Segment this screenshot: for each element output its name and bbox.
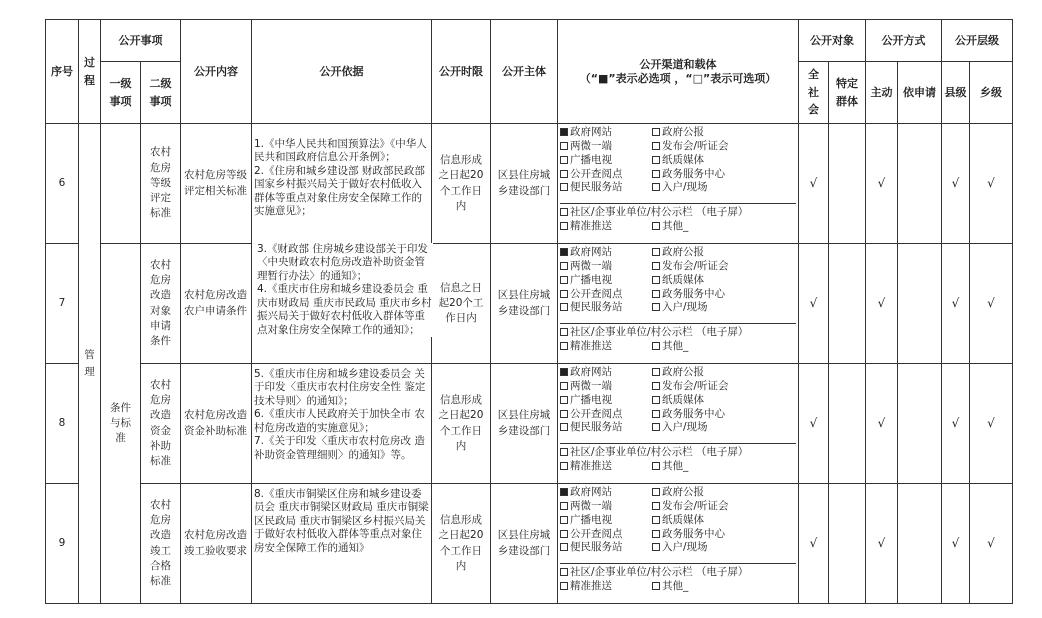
method-active-cell: √ [866,244,898,364]
basis-cell: 8.《重庆市铜梁区住房和城乡建设委员会 重庆市铜梁区财政局 重庆市铜梁区民政局 重庆市铜梁区乡村振兴局关于做好农村低收入群体等重点对象住房安全保障工作的通知》 [252,484,432,604]
header-time: 公开时限 [432,20,491,124]
header-target: 公开对象 [799,20,866,62]
header-basis: 公开依据 [252,20,432,124]
seq-cell: 7 [46,244,79,364]
method-apply-cell [898,364,942,484]
header-target-all: 全社会 [799,62,829,124]
header-channel [558,20,799,124]
header-process: 过程 [79,20,101,124]
subject-cell: 区县住房城乡建设部门 [491,124,558,244]
level2-cell: 农村危房改造对象申请条件 [141,244,181,364]
checkbox-empty-icon [652,128,660,136]
channel-title: 公开渠道和载体 [639,57,717,71]
time-cell: 信息形成之日起20个工作日内 [432,484,491,604]
header-subject: 公开主体 [491,20,558,124]
subject-cell: 区县住房城乡建设部门 [491,484,558,604]
target-all-cell: √ [799,364,829,484]
basis-cell: 5.《重庆市住房和城乡建设委员会 关于印发〈重庆市农村住房安全性 鉴定技术导则〉的通知》； 6.《重庆市人民政府关于加快全市 农村危房改造的实施意见》； 7.《关于印发〈重庆市农村危房改 造补助资金管理细则〉的通知》等。 [252,364,432,484]
table-row [46,484,1013,604]
header-level-county: 县级 [942,62,970,124]
basis-part2: 3.《财政部 住房城乡建设部关于印发〈中央财政农村危房改造补助资金管理暂行办法〉的通知》； 4.《重庆市住房和城乡建设委员会 重庆市财政局 重庆市民政局 重庆市乡村振兴局关于做好农村低收入群体等重点对象住房安全保障工作的通知》； [257,243,432,336]
time-cell: 信息形成之日起20个工作日内 [432,364,491,484]
method-active-cell: √ [866,484,898,604]
level1-cell [101,124,141,244]
method-apply-cell [898,124,942,244]
level2-cell: 农村危房改造资金补助标准 [141,364,181,484]
channel-cell: 政府网站 政府公报 两微一端 发布会/听证会 广播电视 纸质媒体 公开查阅点 政务服务中心 便民服务站 入户/现场 社区/企事业单位/村公示栏 （电子屏） 精准推送 其他_ [558,244,799,364]
seq-cell: 9 [46,484,79,604]
level-township-cell: √ [970,364,1013,484]
header-content: 公开内容 [181,20,252,124]
header-target-specific: 特定群体 [829,62,866,124]
seq-cell: 6 [46,124,79,244]
seq-cell: 8 [46,364,79,484]
target-specific-cell [829,484,866,604]
channel-note: （“■”表示必选项 ，“□”表示可选项） [579,71,777,85]
disclosure-table [45,19,1013,604]
method-active-cell: √ [866,364,898,484]
level-county-cell: √ [942,364,970,484]
method-apply-cell [898,484,942,604]
level2-cell: 农村危房改造竣工合格标准 [141,484,181,604]
process-cell: 管理 [79,124,101,604]
level-county-cell: √ [942,244,970,364]
channel-cell: 政府网站 政府公报 两微一端 发布会/听证会 广播电视 纸质媒体 公开查阅点 政务服务中心 便民服务站 入户/现场 社区/企事业单位/村公示栏 （电子屏） 精准推送 其他_ [558,484,799,604]
target-specific-cell [829,244,866,364]
level-county-cell: √ [942,484,970,604]
level-township-cell: √ [970,124,1013,244]
method-active-cell: √ [866,124,898,244]
content-cell: 农村危房改造资金补助标准 [181,364,252,484]
level1-cell: 条件与标准 [101,244,141,604]
level-county-cell: √ [942,124,970,244]
header-level-township: 乡级 [970,62,1013,124]
header-method: 公开方式 [866,20,942,62]
header-public-item: 公开事项 [101,20,181,62]
table-row [46,124,1013,244]
target-specific-cell [829,124,866,244]
channel-cell: 政府网站 政府公报 两微一端 发布会/听证会 广播电视 纸质媒体 公开查阅点 政务服务中心 便民服务站 入户/现场 社区/企事业单位/村公示栏 （电子屏） 精准推送 其他_ [558,124,799,244]
header-method-active: 主动 [866,62,898,124]
target-all-cell: √ [799,244,829,364]
table-row [46,364,1013,484]
target-specific-cell [829,364,866,484]
content-cell: 农村危房改造竣工验收要求 [181,484,252,604]
content-cell: 农村危房等级评定相关标准 [181,124,252,244]
level-township-cell: √ [970,244,1013,364]
subject-cell: 区县住房城乡建设部门 [491,244,558,364]
content-cell: 农村危房改造农户申请条件 [181,244,252,364]
checkbox-filled-icon [560,128,568,136]
header-level1: 一级事项 [101,62,141,124]
time-cell: 信息之日起20个工作日内 [432,244,491,364]
header-level2: 二级事项 [141,62,181,124]
time-cell: 信息形成之日起20个工作日内 [432,124,491,244]
header-level: 公开层级 [942,20,1013,62]
channel-cell: 政府网站 政府公报 两微一端 发布会/听证会 广播电视 纸质媒体 公开查阅点 政务服务中心 便民服务站 入户/现场 社区/企事业单位/村公示栏 （电子屏） 精准推送 其他_ [558,364,799,484]
table-row [46,244,1013,364]
target-all-cell: √ [799,124,829,244]
method-apply-cell [898,244,942,364]
header-seq: 序号 [46,20,79,124]
header-method-apply: 依申请 [898,62,942,124]
subject-cell: 区县住房城乡建设部门 [491,364,558,484]
target-all-cell: √ [799,484,829,604]
basis-cell: 1.《中华人民共和国预算法》《中华人民共和国政府信息公开条例》； 2.《住房和城乡建设部 财政部民政部 国家乡村振兴局关于做好农村低收入群体等重点对象住房安全保障工作的实施意见》； [252,124,432,364]
level-township-cell: √ [970,484,1013,604]
level2-cell: 农村危房等级评定标准 [141,124,181,244]
